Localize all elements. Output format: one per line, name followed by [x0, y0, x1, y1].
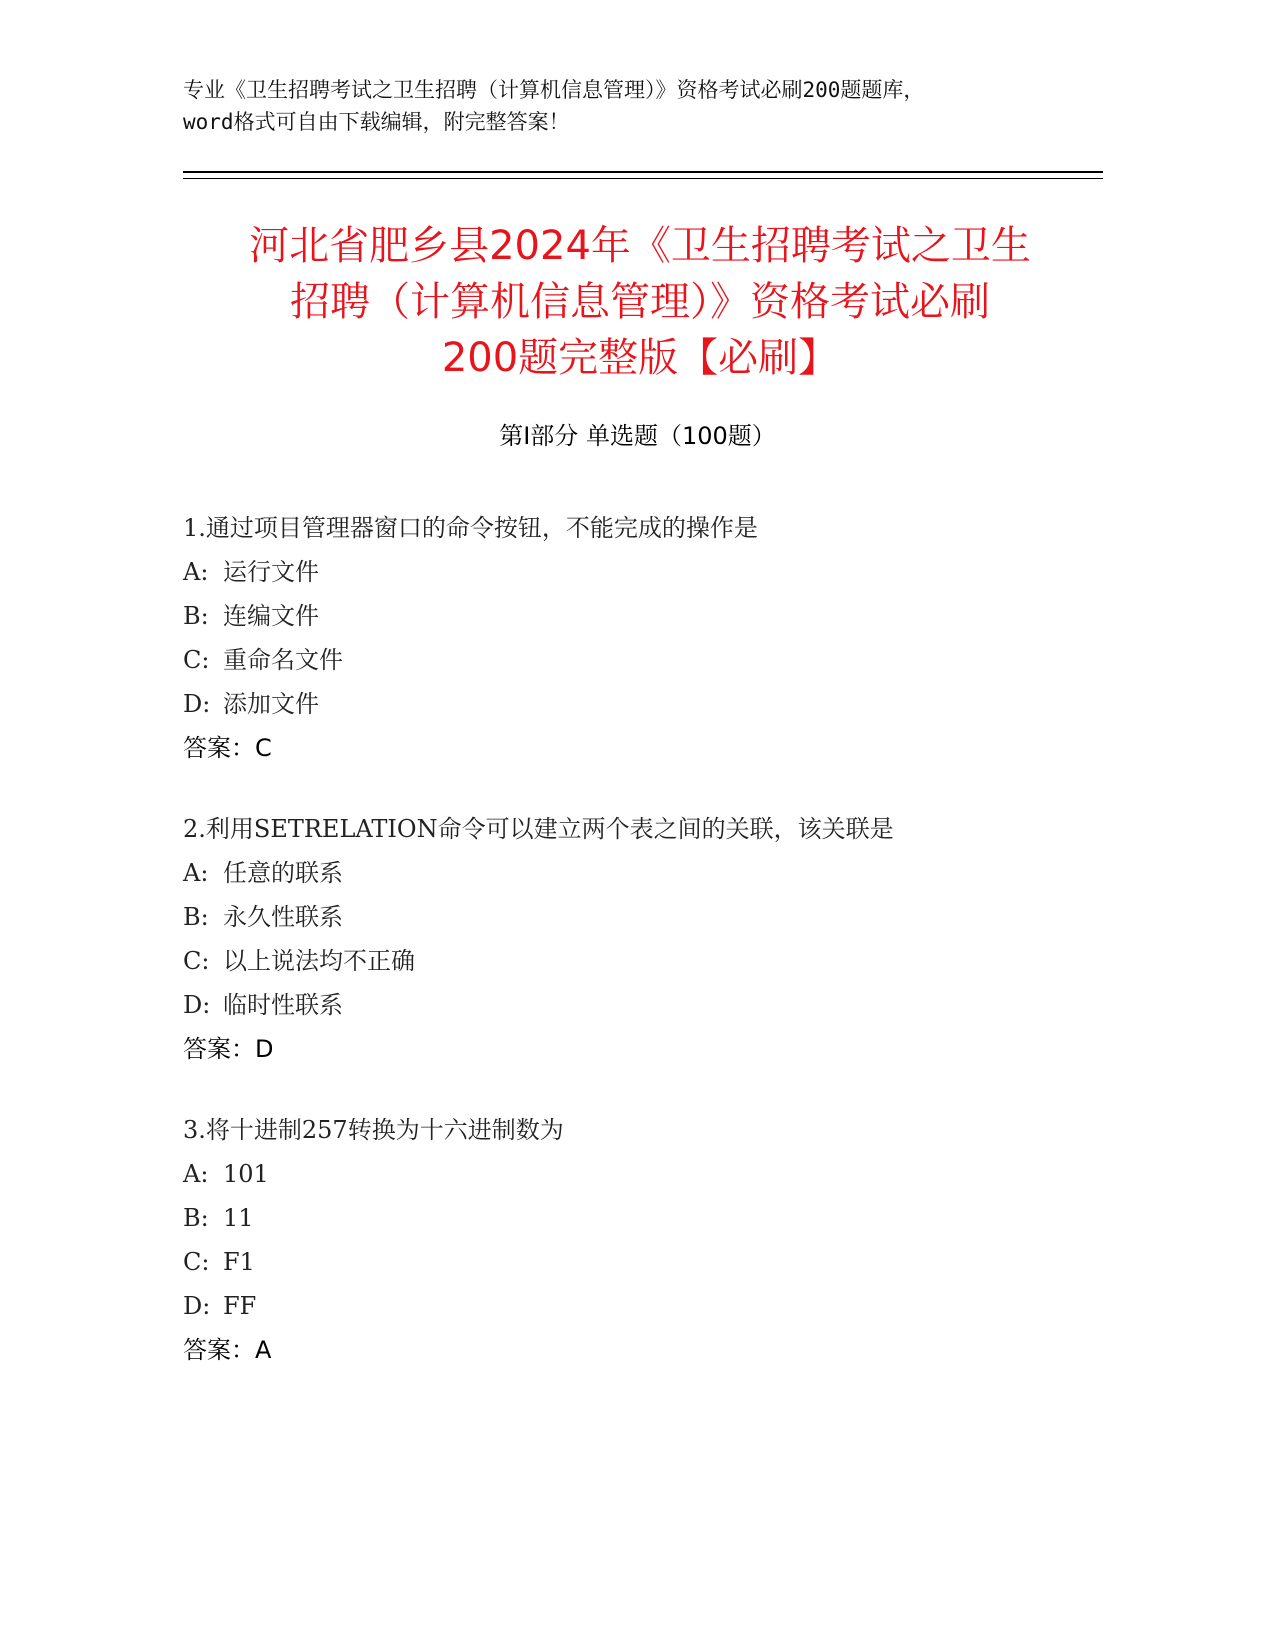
option-a	[183, 851, 1143, 895]
option-c	[183, 939, 1143, 983]
option-d	[183, 682, 1143, 726]
option-text: 添加文件	[223, 690, 319, 718]
option-b	[183, 594, 1143, 638]
option-text: 连编文件	[223, 602, 319, 630]
option-label: B:	[183, 602, 209, 630]
divider-thin	[183, 178, 1103, 179]
document-title-line-3: 200题完整版【必刷】	[441, 335, 839, 381]
divider-thick	[183, 171, 1103, 173]
question-2	[183, 807, 1143, 1071]
option-c	[183, 638, 1143, 682]
option-text: 重命名文件	[223, 646, 343, 674]
document-title-line-1: 河北省肥乡县2024年《卫生招聘考试之卫生	[249, 223, 1031, 269]
section-heading: 第Ⅰ部分 单选题（100题）	[499, 422, 776, 450]
option-label: B:	[183, 1204, 209, 1232]
option-text: 临时性联系	[223, 991, 343, 1019]
answer-line: 答案：A	[183, 1336, 272, 1364]
question-stem: 2.利用SETRELATION命令可以建立两个表之间的关联，该关联是	[183, 815, 894, 843]
option-label: C:	[183, 947, 210, 975]
option-c	[183, 1240, 1143, 1284]
option-text: F1	[223, 1248, 255, 1276]
option-a	[183, 1152, 1143, 1196]
option-b	[183, 1196, 1143, 1240]
header-note	[183, 74, 1083, 138]
option-text: 101	[223, 1160, 269, 1188]
question-stem: 1.通过项目管理器窗口的命令按钮，不能完成的操作是	[183, 514, 758, 542]
question-3	[183, 1108, 1143, 1372]
question-1	[183, 506, 1143, 770]
option-text: 任意的联系	[223, 859, 343, 887]
option-label: D:	[183, 991, 211, 1019]
option-a	[183, 550, 1143, 594]
option-label: C:	[183, 646, 210, 674]
option-label: C:	[183, 1248, 210, 1276]
option-d	[183, 1284, 1143, 1328]
option-text: FF	[223, 1292, 257, 1320]
option-d	[183, 983, 1143, 1027]
header-note-line-1: 专业《卫生招聘考试之卫生招聘（计算机信息管理）》资格考试必刷200题题库，	[183, 78, 925, 102]
option-text: 永久性联系	[223, 903, 343, 931]
option-text: 11	[223, 1204, 254, 1232]
question-list	[183, 506, 1143, 1409]
answer-line: 答案：C	[183, 734, 272, 762]
question-stem: 3.将十进制257转换为十六进制数为	[183, 1116, 564, 1144]
option-label: D:	[183, 1292, 211, 1320]
header-note-line-2: word格式可自由下载编辑，附完整答案！	[183, 110, 570, 134]
option-text: 运行文件	[223, 558, 319, 586]
document-title	[140, 218, 1140, 386]
option-label: B:	[183, 903, 209, 931]
option-label: A:	[183, 859, 209, 887]
answer-line: 答案：D	[183, 1035, 274, 1063]
document-title-line-2: 招聘（计算机信息管理）》资格考试必刷	[290, 279, 990, 325]
option-b	[183, 895, 1143, 939]
option-label: A:	[183, 558, 209, 586]
option-text: 以上说法均不正确	[223, 947, 415, 975]
option-label: A:	[183, 1160, 209, 1188]
option-label: D:	[183, 690, 211, 718]
